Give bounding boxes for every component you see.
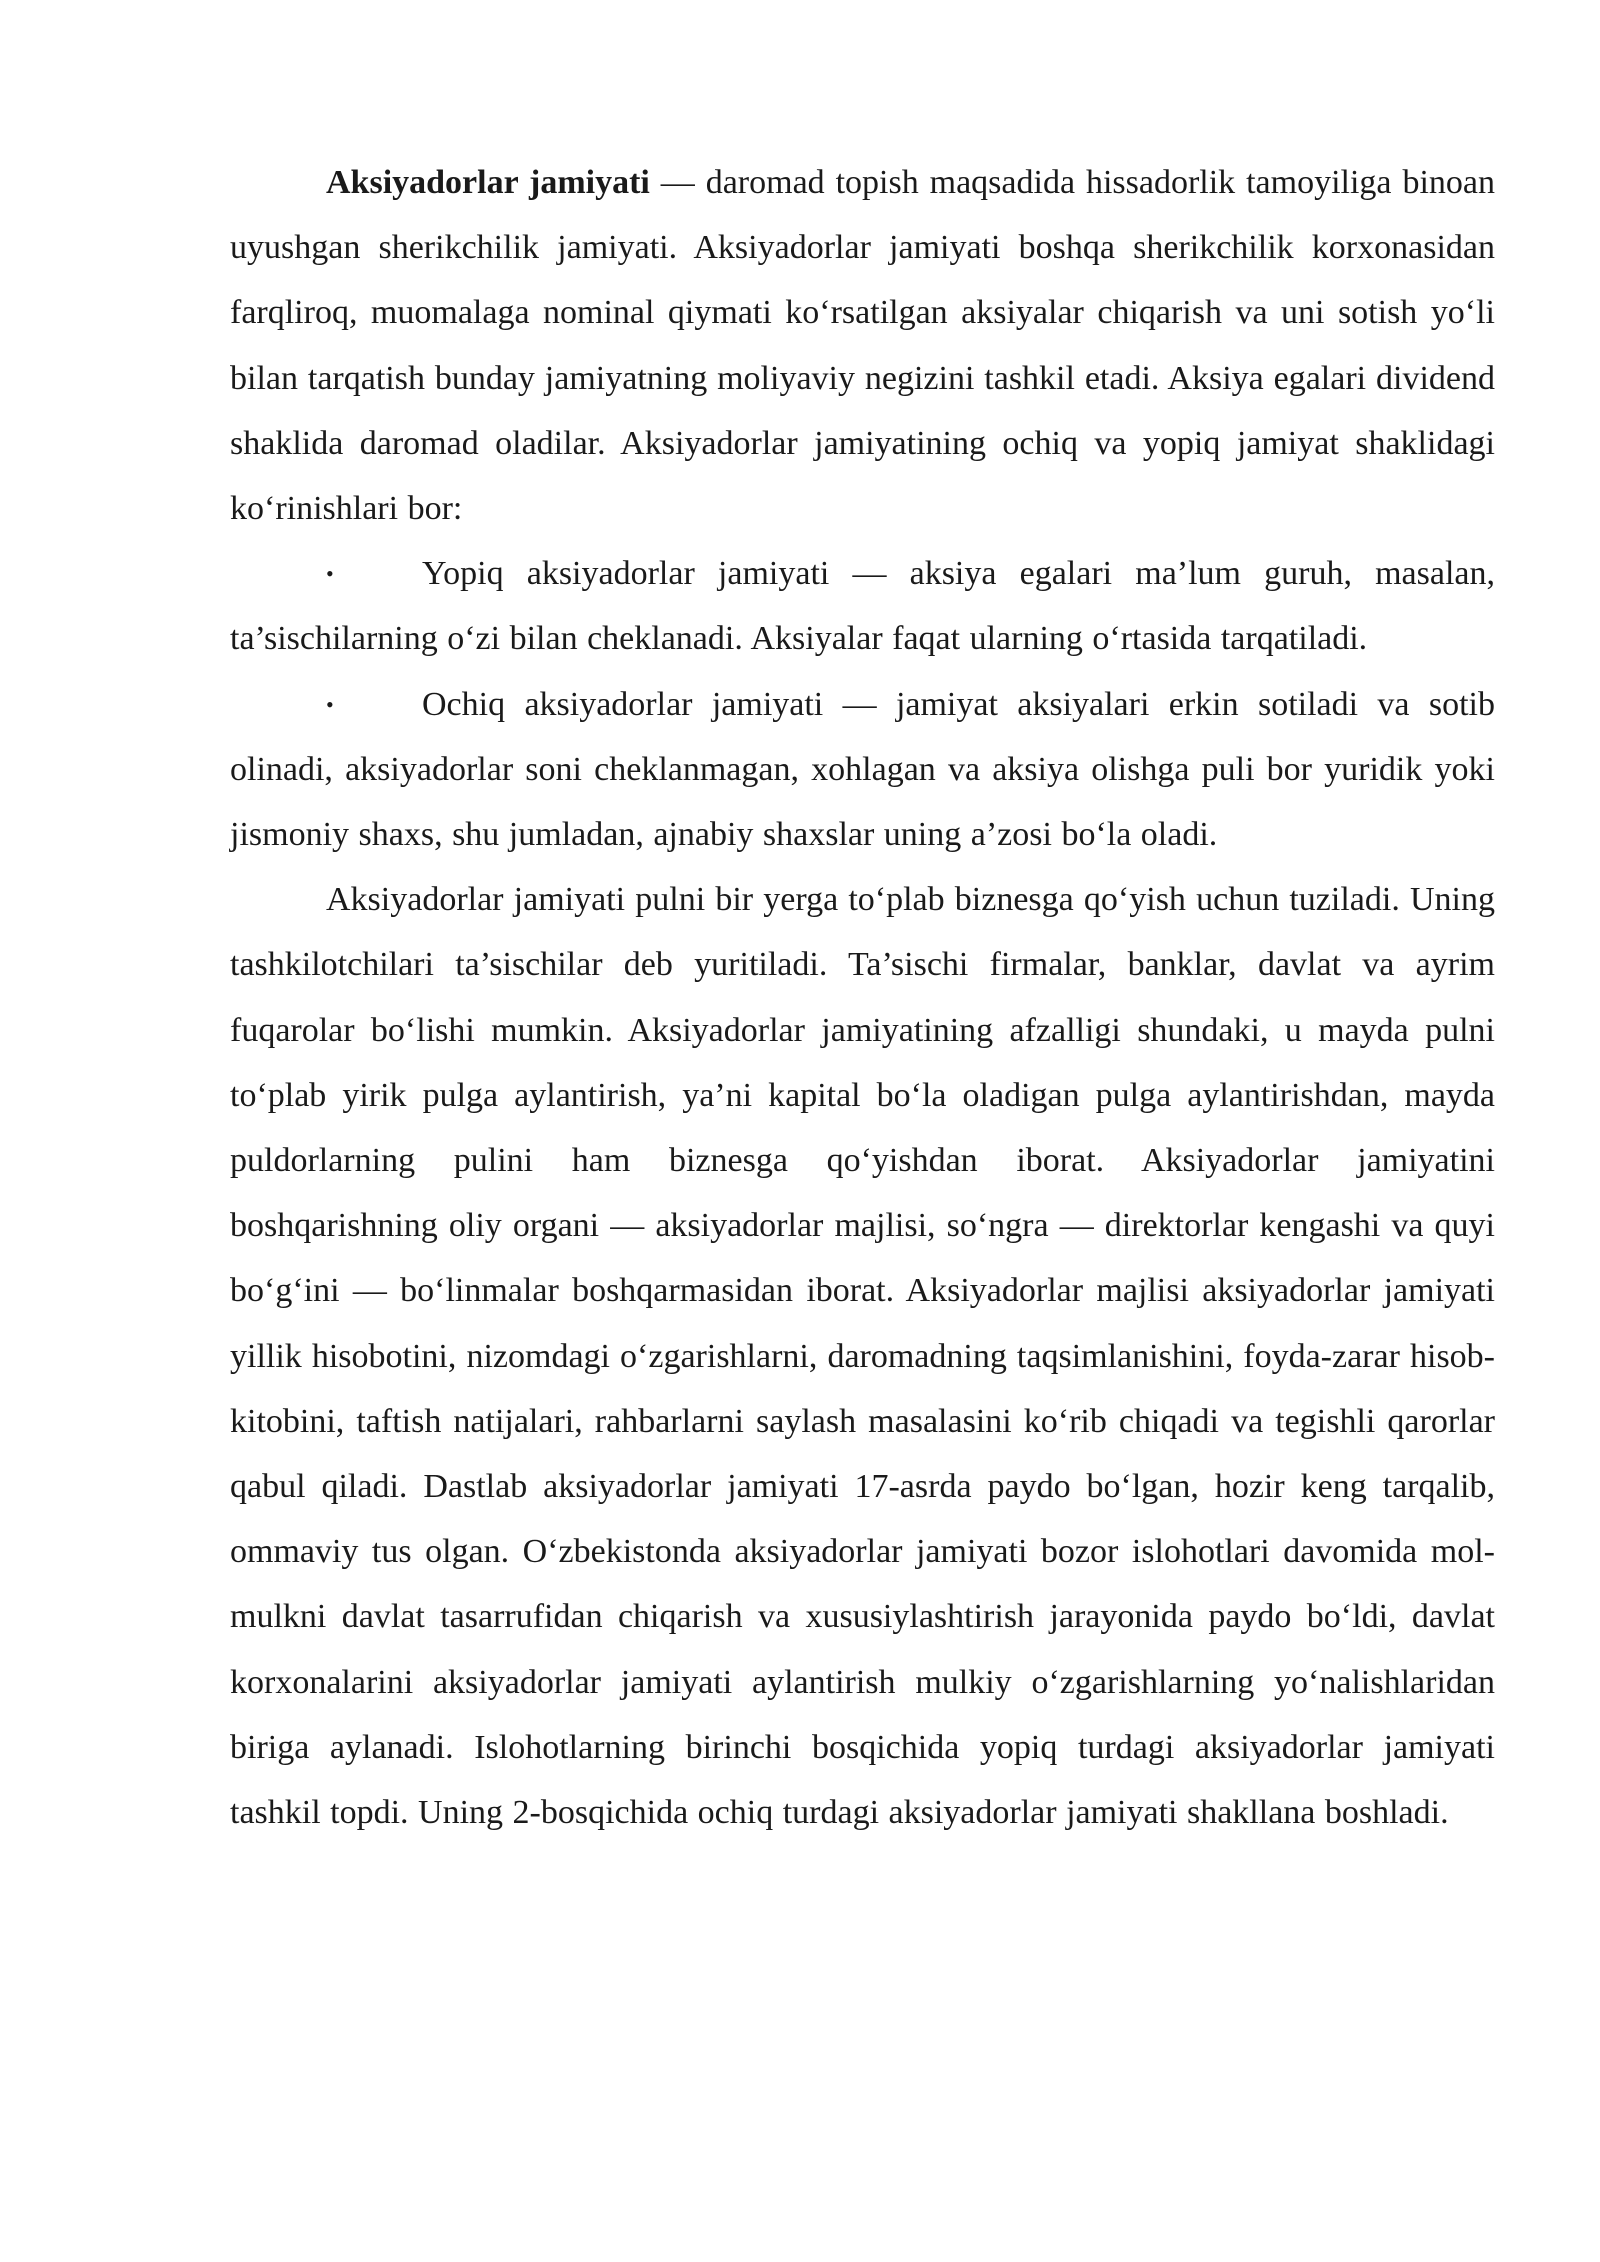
bullet-item-closed (230, 541, 1495, 671)
bullet-item-open (230, 672, 1495, 868)
document-page (230, 150, 1495, 1845)
intro-paragraph (230, 150, 1495, 541)
bullet-text: Ochiq aksiyadorlar jamiyati — jamiyat aksiyalari erkin sotiladi va sotib olinadi, aksiyadorlar soni cheklanmagan, xohlagan va aksiya olishga puli bor yuridik yoki jismoniy shaxs, shu jumladan, ajnabiy shaxslar uning a’zosi boʻla oladi. (230, 685, 1495, 854)
body-paragraph: Aksiyadorlar jamiyati pulni bir yerga toʻplab biznesga qoʻyish uchun tuziladi. Uning tashkilotchilari ta’sischilar deb yuritiladi. Ta’sischi firmalar, banklar, davlat va ayrim fuqarolar boʻlishi mumkin. Aksiyadorlar jamiyatining afzalligi shundaki, u mayda pulni toʻplab yirik pulga aylantirish, ya’ni kapital boʻla oladigan pulga aylantirishdan, mayda puldorlarning pulini ham biznesga qoʻyishdan iborat. Aksiyadorlar jamiyatini boshqarishning oliy organi — aksiyadorlar majlisi, soʻngra — direktorlar kengashi va quyi boʻgʻini — boʻlinmalar boshqarmasidan iborat. Aksiyadorlar majlisi aksiyadorlar jamiyati yillik hisobotini, nizomdagi oʻzgarishlarni, daromadning taqsimlanishini, foyda-zarar hisob-kitobini, taftish natijalari, rahbarlarni saylash masalasini koʻrib chiqadi va tegishli qarorlar qabul qiladi. Dastlab aksiyadorlar jamiyati 17-asrda paydo boʻlgan, hozir keng tarqalib, ommaviy tus olgan. Oʻzbekistonda aksiyadorlar jamiyati bozor islohotlari davomida mol-mulkni davlat tasarrufidan chiqarish va xususiylashtirish jarayonida paydo boʻldi, davlat korxonalarini aksiyadorlar jamiyati aylantirish mulkiy oʻzgarishlarning yoʻnalishlaridan biriga aylanadi. Islohotlarning birinchi bosqichida yopiq turdagi aksiyadorlar jamiyati tashkil topdi. Uning 2-bosqichida ochiq turdagi aksiyadorlar jamiyati shakllana boshladi. (230, 881, 1495, 1832)
bullet-text: Yopiq aksiyadorlar jamiyati — aksiya egalari ma’lum guruh, masalan, ta’sischilarning oʻzi bilan cheklanadi. Aksiyalar faqat ularning oʻrtasida tarqatiladi. (230, 555, 1495, 658)
intro-text: — daromad topish maqsadida hissadorlik tamoyiliga binoan uyushgan sherikchilik jamiyati. Aksiyadorlar jamiyati boshqa sherikchilik korxonasidan farqliroq, muomalaga nominal qiymati koʻrsatilgan aksiyalar chiqarish va uni sotish yoʻli bilan tarqatish bunday jamiyatning moliyaviy negizini tashkil etadi. Aksiya egalari dividend shaklida daromad oladilar. Aksiyadorlar jamiyatining ochiq va yopiq jamiyat shaklidagi koʻrinishlari bor: (230, 164, 1495, 528)
bullet-icon: • (326, 561, 334, 587)
defined-term: Aksiyadorlar jamiyati (326, 164, 650, 201)
bullet-icon: • (326, 691, 334, 717)
